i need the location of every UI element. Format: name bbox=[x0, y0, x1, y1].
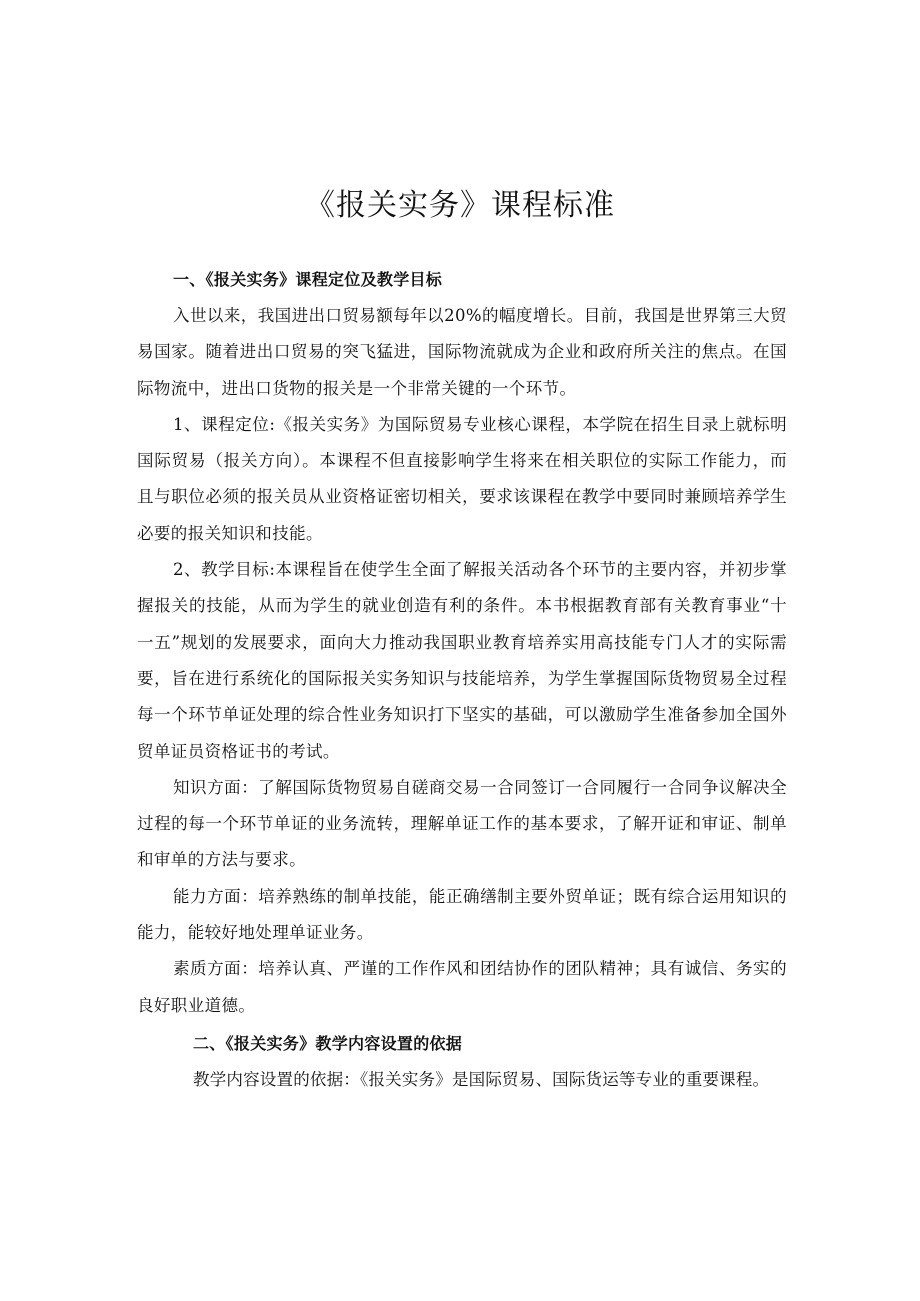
paragraph: 知识方面：了解国际货物贸易自磋商交易一合同签订一合同履行一合同争议解决全过程的每一个环节单证的业务流转，理解单证工作的基本要求，了解开证和审证、制单和审单的方法与要求。 bbox=[137, 777, 787, 870]
document-body bbox=[137, 262, 787, 1098]
paragraph: 2、教学目标:本课程旨在使学生全面了解报关活动各个环节的主要内容，并初步掌握报关的技能，从而为学生的就业创造有利的条件。本书根据教育部有关教育事业“十一五”规划的发展要求，面向大力推动我国职业教育培养实用高技能专门人才的实际需要，旨在进行系统化的国际报关实务知识与技能培养，为学生掌握国际货物贸易全过程每一个环节单证处理的综合性业务知识打下坚实的基础，可以激励学生准备参加全国外贸单证员资格证书的考试。 bbox=[137, 560, 787, 761]
paragraph: 1、课程定位:《报关实务》为国际贸易专业核心课程，本学院在招生目录上就标明国际贸易（报关方向）。本课程不但直接影响学生将来在相关职位的实际工作能力，而且与职位必须的报关员从业资格证密切相关，要求该课程在教学中要同时兼顾培养学生必要的报关知识和技能。 bbox=[137, 414, 787, 543]
paragraph: 素质方面：培养认真、严谨的工作作风和团结协作的团队精神；具有诚信、务实的良好职业道德。 bbox=[137, 959, 787, 1015]
section-heading-1: 一、《报关实务》课程定位及教学目标 bbox=[173, 270, 443, 289]
paragraph: 入世以来，我国进出口贸易额每年以20%的幅度增长。目前，我国是世界第三大贸易国家。随着进出口贸易的突飞猛进，国际物流就成为企业和政府所关注的焦点。在国际物流中，进出口货物的报关是一个非常关键的一个环节。 bbox=[137, 306, 787, 398]
paragraph: 教学内容设置的依据：《报关实务》是国际贸易、国际货运等专业的重要课程。 bbox=[193, 1069, 770, 1089]
page-title: 《报关实务》课程标准 bbox=[305, 188, 615, 223]
paragraph: 能力方面：培养熟练的制单技能，能正确缮制主要外贸单证；既有综合运用知识的能力，能较好地处理单证业务。 bbox=[137, 886, 787, 943]
section-heading-2: 二、《报关实务》教学内容设置的依据 bbox=[193, 1033, 463, 1053]
